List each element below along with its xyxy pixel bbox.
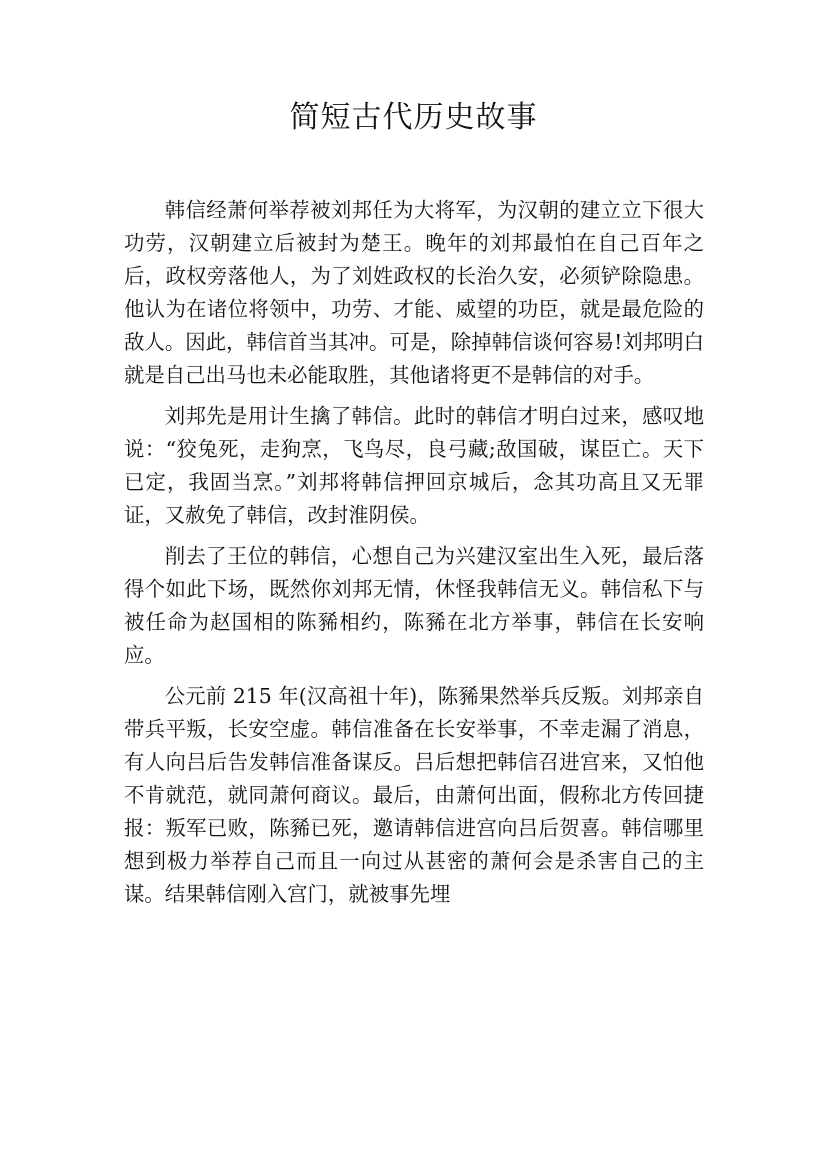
paragraph-2: 刘邦先是用计生擒了韩信。此时的韩信才明白过来，感叹地说：“狡兔死，走狗烹，飞鸟尽，良弓藏;敌国破，谋臣亡。天下已定，我固当烹。”刘邦将韩信押回京城后，念其功高且又无罪证，又赦免了韩信，改封淮阴侯。: [124, 404, 704, 527]
paragraph-1: 韩信经萧何举荐被刘邦任为大将军，为汉朝的建立立下很大功劳，汉朝建立后被封为楚王。晚年的刘邦最怕在自己百年之后，政权旁落他人，为了刘姓政权的长治久安，必须铲除隐患。他认为在诸位将领中，功劳、才能、威望的功臣，就是最危险的敌人。因此，韩信首当其冲。可是，除掉韩信谈何容易!刘邦明白就是自己出马也未必能取胜，其他诸将更不是韩信的对手。: [124, 198, 704, 387]
document-body: [124, 194, 704, 919]
paragraph-4: 公元前 215 年(汉高祖十年)，陈豨果然举兵反叛。刘邦亲自带兵平叛，长安空虚。韩信准备在长安举事，不幸走漏了消息，有人向吕后告发韩信准备谋反。吕后想把韩信召进宫来，又怕他不肯就范，就同萧何商议。最后，由萧何出面，假称北方传回捷报：叛军已败，陈豨已死，邀请韩信进宫向吕后贺喜。韩信哪里想到极力举荐自己而且一向过从甚密的萧何会是杀害自己的主谋。结果韩信刚入宫门，就被事先埋: [124, 684, 704, 906]
paragraph-3: 削去了王位的韩信，心想自己为兴建汉室出生入死，最后落得个如此下场，既然你刘邦无情，休怪我韩信无义。韩信私下与被任命为赵国相的陈豨相约，陈豨在北方举事，韩信在长安响应。: [124, 544, 704, 667]
document-title: 简短古代历史故事: [289, 100, 538, 135]
